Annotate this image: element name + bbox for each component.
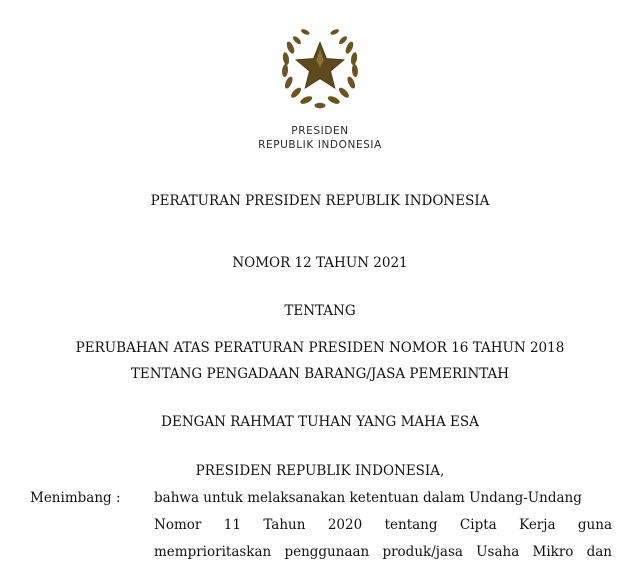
considering-label — [30, 490, 121, 506]
invocation: DENGAN RAHMAT TUHAN YANG MAHA ESA — [161, 414, 479, 430]
considering-body — [154, 490, 612, 571]
regulation-title: PERATURAN PRESIDEN REPUBLIK INDONESIA — [150, 193, 490, 209]
issuer: PRESIDEN REPUBLIK INDONESIA, — [195, 463, 445, 479]
considering-line-2: Nomor 11 Tahun 2020 tentang Cipta Kerja guna — [154, 517, 612, 533]
subject-line-1: PERUBAHAN ATAS PERATURAN PRESIDEN NOMOR 16 TAHUN 2018 — [75, 340, 565, 356]
subject-line-2: TENTANG PENGADAAN BARANG/JASA PEMERINTAH — [130, 366, 510, 382]
seal-caption-president: PRESIDEN — [291, 125, 349, 137]
presidential-seal-emblem — [274, 20, 366, 112]
seal-caption-republic: REPUBLIK INDONESIA — [258, 139, 382, 151]
considering-line-3: memprioritaskan penggunaan produk/jasa Usaha Mikro dan — [154, 544, 612, 560]
considering-line-1: bahwa untuk melaksanakan ketentuan dalam Undang-Undang — [154, 490, 582, 506]
regulation-number: NOMOR 12 TAHUN 2021 — [232, 255, 408, 271]
considering-label-text: Menimbang — [30, 490, 112, 506]
considering-separator: : — [115, 490, 121, 506]
about-heading: TENTANG — [284, 303, 356, 319]
